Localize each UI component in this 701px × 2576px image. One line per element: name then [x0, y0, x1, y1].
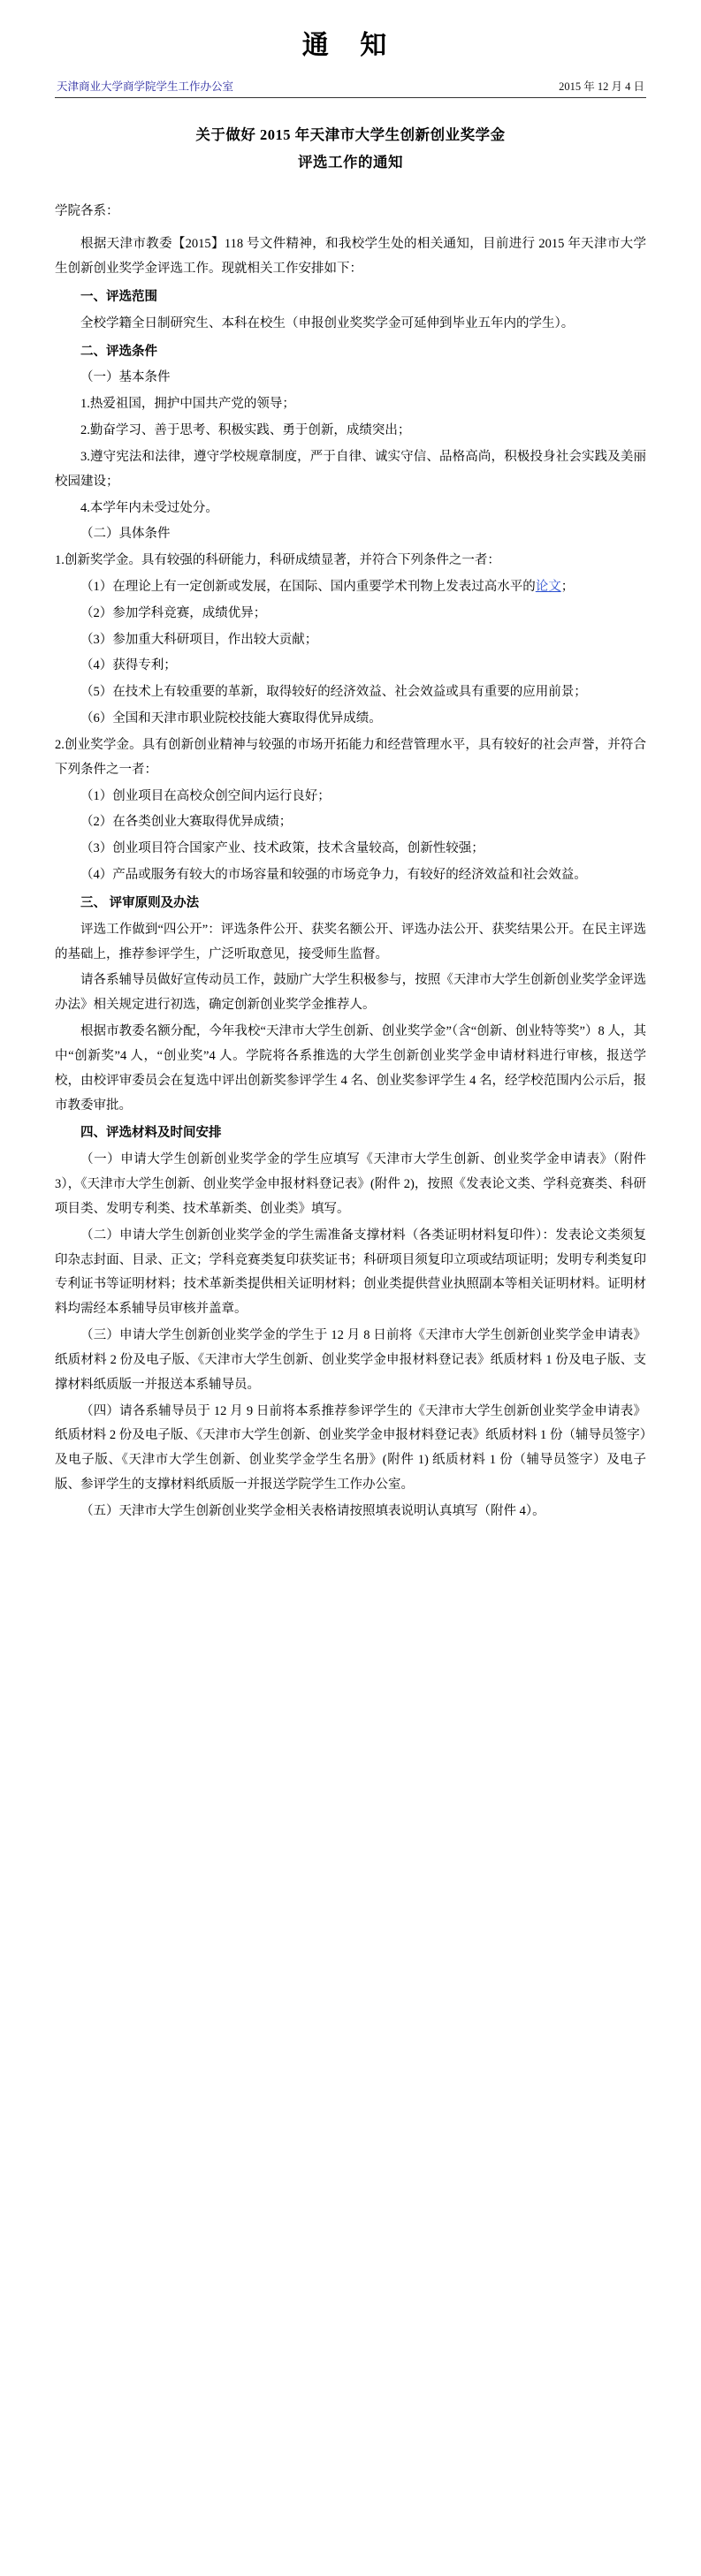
section-heading-conditions: 二、评选条件 — [80, 344, 157, 359]
innovation-condition-6: （6）全国和天津市职业院校技能大赛取得优异成绩。 — [80, 711, 382, 726]
innovation-award-intro: 1.创新奖学金。具有较强的科研能力，科研成绩显著，并符合下列条件之一者： — [55, 553, 500, 568]
issuer-label: 天津商业大学商学院学生工作办公室 — [57, 80, 234, 93]
basic-conditions-label: （一）基本条件 — [80, 370, 171, 385]
basic-condition-4: 4.本学年内未受过处分。 — [80, 500, 218, 515]
section-heading-scope: 一、评选范围 — [80, 289, 157, 304]
review-paragraph-3: 根据市教委名额分配，今年我校“天津市大学生创新、创业奖学金”（含“创新、创业特等奖”）8 人，其中“创新奖”4 人，“创业奖”4 人。学院将各系推选的大学生创新创业奖学金申请材料进行审核，报送学校，由校评审委员会在复选中评出创新奖参评学生 4 名、创业奖参评学生 4 名，经学校范围内公示后，报市教委审批。 — [55, 1024, 646, 1113]
salutation: 学院各系： — [55, 203, 119, 218]
issue-date: 2015 年 12 月 4 日 — [559, 80, 644, 93]
specific-conditions-label: （二）具体条件 — [80, 527, 171, 542]
entrepreneurship-condition-2: （2）在各类创业大赛取得优异成绩； — [80, 815, 293, 830]
subject-line-2: 评选工作的通知 — [298, 154, 403, 171]
scope-paragraph: 全校学籍全日制研究生、本科在校生（申报创业奖奖学金可延伸到毕业五年内的学生）。 — [80, 315, 575, 331]
section-heading-review: 三、 评审原则及办法 — [80, 895, 200, 910]
materials-item-5: （五）天津市大学生创新创业奖学金相关表格请按照填表说明认真填写（附件 4）。 — [80, 1503, 545, 1518]
innovation-condition-1-text: （1）在理论上有一定创新或发展，在国际、国内重要学术刊物上发表过高水平的 — [80, 580, 536, 594]
materials-item-4: （四）请各系辅导员于 12 月 9 日前将本系推荐参评学生的《天津市大学生创新创业奖学金申请表》纸质材料 2 份及电子版、《天津市大学生创新、创业奖学金申报材料登记表》纸质材料 1 份（辅导员签字）及电子版、《天津市大学生创新、创业奖学金学生名册》(附件 1) 纸质材料 1 份（辅导员签字）及电子版、参评学生的支撑材料纸质版一并报送学院学生工作办公室。 — [55, 1403, 646, 1492]
entrepreneurship-condition-3: （3）创业项目符合国家产业、技术政策，技术含量较高，创新性较强； — [80, 841, 484, 856]
materials-item-1: （一）申请大学生创新创业奖学金的学生应填写《天津市大学生创新、创业奖学金申请表》（附件 3），《天津市大学生创新、创业奖学金申报材料登记表》(附件 2)，按照《发表论文类、学科竞赛类、科研项目类、发明专利类、技术革新类、创业类》填写。 — [55, 1152, 646, 1216]
intro-paragraph: 根据天津市教委【2015】118 号文件精神，和我校学生处的相关通知，目前进行 2015 年天津市大学生创新创业奖学金评选工作。现就相关工作安排如下： — [55, 237, 646, 277]
document-meta — [55, 78, 646, 97]
basic-condition-2: 2.勤奋学习、善于思考、积极实践、勇于创新，成绩突出； — [80, 423, 411, 438]
innovation-condition-1-tail: ； — [560, 580, 575, 594]
page-title: 通 知 — [301, 31, 400, 60]
innovation-condition-4: （4）获得专利； — [80, 658, 177, 673]
materials-item-3: （三）申请大学生创新创业奖学金的学生于 12 月 8 日前将《天津市大学生创新创业奖学金申请表》纸质材料 2 份及电子版、《天津市大学生创新、创业奖学金申报材料登记表》纸质材料 1 份及电子版、支撑材料纸质版一并报送本系辅导员。 — [55, 1328, 646, 1392]
section-heading-materials: 四、评选材料及时间安排 — [80, 1126, 222, 1141]
innovation-condition-2: （2）参加学科竞赛，成绩优异； — [80, 605, 267, 620]
innovation-condition-1 — [55, 575, 646, 600]
entrepreneurship-condition-4: （4）产品或服务有较大的市场容量和较强的市场竞争力，有较好的经济效益和社会效益。 — [80, 868, 587, 883]
subject-line-1: 关于做好 2015 年天津市大学生创新创业奖学金 — [195, 126, 506, 143]
innovation-condition-3: （3）参加重大科研项目，作出较大贡献； — [80, 632, 318, 647]
paper-link[interactable]: 论文 — [535, 580, 561, 594]
header-divider — [55, 97, 646, 98]
entrepreneurship-award-intro: 2.创业奖学金。具有创新创业精神与较强的市场开拓能力和经营管理水平，具有较好的社会声誉，并符合下列条件之一者： — [55, 737, 646, 777]
materials-item-2: （二）申请大学生创新创业奖学金的学生需准备支撑材料（各类证明材料复印件）：发表论文类须复印杂志封面、目录、正文；学科竞赛类复印获奖证书；科研项目须复印立项或结项证明；发明专利类复印专利证书等证明材料；技术革新类提供相关证明材料；创业类提供营业执照副本等相关证明材料。证明材料均需经本系辅导员审核并盖章。 — [55, 1227, 646, 1317]
innovation-condition-5: （5）在技术上有较重要的革新，取得较好的经济效益、社会效益或具有重要的应用前景； — [80, 685, 587, 700]
basic-condition-1: 1.热爱祖国，拥护中国共产党的领导； — [80, 397, 295, 412]
document-subject — [55, 121, 646, 177]
review-paragraph-1: 评选工作做到“四公开”：评选条件公开、获奖名额公开、评选办法公开、获奖结果公开。在民主评选的基础上，推荐参评学生，广泛听取意见，接受师生监督。 — [55, 922, 646, 961]
basic-condition-3: 3.遵守宪法和法律，遵守学校规章制度，严于自律、诚实守信、品格高尚，积极投身社会实践及美丽校园建设； — [55, 449, 646, 489]
review-paragraph-2: 请各系辅导员做好宣传动员工作，鼓励广大学生积极参与，按照《天津市大学生创新创业奖学金评选办法》相关规定进行初选，确定创新创业奖学金推荐人。 — [55, 973, 646, 1013]
entrepreneurship-condition-1: （1）创业项目在高校众创空间内运行良好； — [80, 788, 331, 803]
